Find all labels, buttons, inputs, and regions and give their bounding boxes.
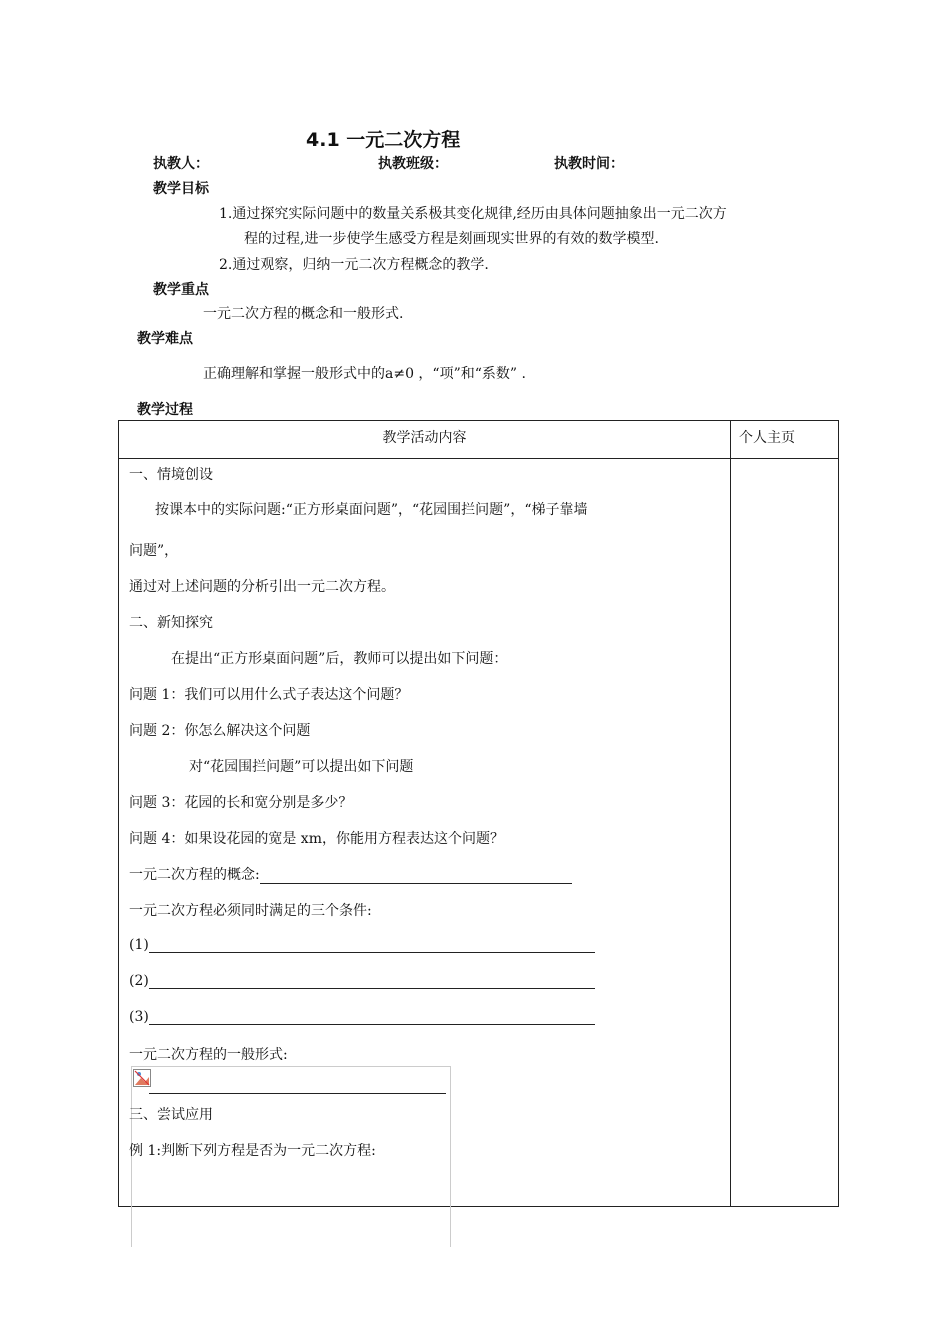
time-label: 执教时间： [554,156,624,172]
section-2-intro: 在提出“正方形桌面问题”后，教师可以提出如下问题： [171,651,508,667]
question-4: 问题 4：如果设花园的宽是 xm，你能用方程表达这个问题？ [129,831,504,847]
example-1: 例 1:判断下列方程是否为一元二次方程: [129,1143,376,1159]
section-1-para-1: 按课本中的实际问题:“正方形桌面问题”，“花园围拦问题”，“梯子靠墙 [155,502,588,518]
condition-3-label: (3) [129,1009,149,1025]
condition-2-line [129,972,595,989]
condition-1-line [129,936,595,953]
page-title: 4.1 一元二次方程 [306,129,461,151]
section-1-para-2: 问题”， [129,543,179,559]
condition-2-blank [149,972,595,989]
process-heading: 教学过程 [137,402,193,418]
conditions-line: 一元二次方程必须同时满足的三个条件: [129,903,372,919]
objective-1-line-2: 程的过程,进一步使学生感受方程是刻画现实世界的有效的数学模型. [244,231,659,247]
teacher-label: 执教人： [153,156,209,172]
condition-1-label: (1) [129,937,149,953]
difficulties-heading: 教学难点 [137,331,193,347]
class-label: 执教班级： [378,156,448,172]
section-3-title: 三、尝试应用 [129,1107,213,1123]
condition-3-line [129,1008,595,1025]
objectives-heading: 教学目标 [153,181,209,197]
question-2: 问题 2：你怎么解决这个问题 [129,723,311,739]
condition-1-blank [149,936,595,953]
homepage-cell [731,459,839,1207]
key-points-text: 一元二次方程的概念和一般形式. [203,306,404,322]
general-form-blank [149,1093,446,1094]
section-1-title: 一、情境创设 [129,467,213,483]
objective-2: 2.通过观察，归纳一元二次方程概念的教学. [219,257,489,273]
general-form-line: 一元二次方程的一般形式: [129,1047,288,1063]
concept-label: 一元二次方程的概念: [129,867,260,883]
broken-image-icon [133,1069,151,1087]
homepage-header: 个人主页 [731,421,839,459]
concept-line [129,864,572,884]
activity-cell [119,459,731,1207]
difficulties-text: 正确理解和掌握一般形式中的a≠0 ，“项”和“系数” . [203,366,526,382]
section-2-title: 二、新知探究 [129,615,213,631]
objective-1-line-1: 1.通过探究实际问题中的数量关系极其变化规律,经历由具体问题抽象出一元二次方 [219,206,727,222]
section-2-intro-2: 对“花园围拦问题”可以提出如下问题 [189,759,414,775]
question-1: 问题 1：我们可以用什么式子表达这个问题？ [129,687,409,703]
process-table [118,420,839,1207]
table-header-row [119,421,839,459]
table-body-row [119,459,839,1207]
question-3: 问题 3：花园的长和宽分别是多少？ [129,795,353,811]
condition-2-label: (2) [129,973,149,989]
key-points-heading: 教学重点 [153,282,209,298]
activity-header: 教学活动内容 [119,421,731,459]
concept-blank [260,867,572,884]
section-1-para-3: 通过对上述问题的分析引出一元二次方程。 [129,579,395,595]
condition-3-blank [149,1008,595,1025]
